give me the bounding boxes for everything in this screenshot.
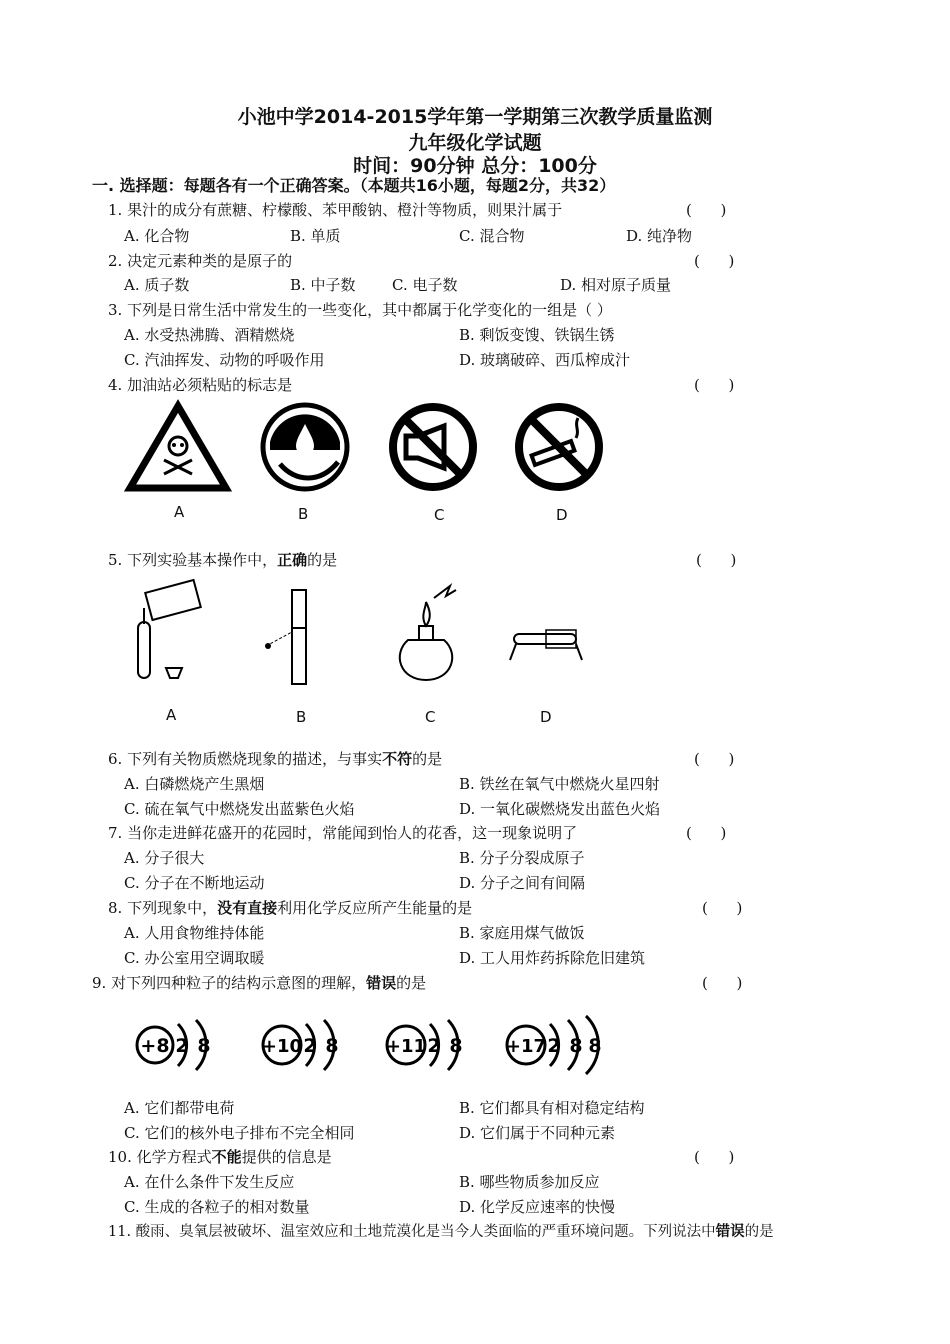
poison-warning-sign-icon	[126, 402, 230, 492]
q5-answer-blank: ( )	[696, 551, 737, 569]
q3-option-a: A. 水受热沸腾、酒精燃烧	[124, 326, 295, 344]
q4-label-a: A	[174, 503, 185, 521]
particle-1-nucleus: +8	[140, 1035, 170, 1057]
particle-diagram-4-icon	[500, 1010, 620, 1080]
q3-option-d: D. 玻璃破碎、西瓜榨成汁	[459, 351, 631, 369]
q1-option-a: A. 化合物	[124, 227, 190, 245]
q6-option-b: B. 铁丝在氧气中燃烧火星四射	[459, 775, 660, 793]
q11-stem: 11. 酸雨、臭氧层被破坏、温室效应和土地荒漠化是当今人类面临的严重环境问题。下列说法中错误的是	[108, 1223, 774, 1240]
q2-option-c: C. 电子数	[392, 276, 458, 294]
q7-stem: 7. 当你走进鲜花盛开的花园时，常能闻到怡人的花香，这一现象说明了	[108, 824, 578, 842]
q8-option-a: A. 人用食物维持体能	[124, 924, 265, 942]
exam-subtitle: 九年级化学试题	[408, 132, 542, 154]
q10-option-a: A. 在什么条件下发生反应	[124, 1173, 295, 1191]
q7-answer-blank: ( )	[686, 824, 727, 842]
section-1-title: 一. 选择题：每题各有一个正确答案。（本题共16小题，每题2分，共32）	[92, 176, 616, 195]
q8-stem: 8. 下列现象中，没有直接利用化学反应所产生能量的是	[108, 899, 473, 917]
q10-stem: 10. 化学方程式不能提供的信息是	[108, 1148, 332, 1166]
particle-diagram-1-icon	[130, 1010, 230, 1080]
q10-answer-blank: ( )	[694, 1148, 735, 1166]
q7-option-c: C. 分子在不断地运动	[124, 874, 265, 892]
q1-answer-blank: ( )	[686, 201, 727, 219]
q9-option-c: C. 它们的核外电子排布不完全相同	[124, 1124, 355, 1142]
particle-4-nucleus: +17	[505, 1036, 547, 1057]
corrosive-sign-icon	[260, 402, 350, 492]
exam-title: 小池中学2014-2015学年第一学期第三次教学质量监测	[237, 106, 713, 128]
particle-4-shell-2: 8	[569, 1035, 583, 1057]
particle-1-shell-2: 8	[197, 1035, 211, 1057]
no-smoking-sign-icon	[514, 402, 604, 492]
q2-option-d: D. 相对原子质量	[560, 276, 672, 294]
q9-answer-blank: ( )	[702, 974, 743, 992]
q9-option-b: B. 它们都具有相对稳定结构	[459, 1099, 645, 1117]
q6-option-c: C. 硫在氧气中燃烧发出蓝紫色火焰	[124, 800, 355, 818]
q8-option-c: C. 办公室用空调取暖	[124, 949, 265, 967]
q2-answer-blank: ( )	[694, 252, 735, 270]
q5-label-b: B	[296, 708, 307, 726]
q1-option-c: C. 混合物	[459, 227, 525, 245]
q5-label-a: A	[166, 706, 177, 724]
q7-option-b: B. 分子分裂成原子	[459, 849, 585, 867]
q9-option-a: A. 它们都带电荷	[124, 1099, 235, 1117]
q4-label-d: D	[556, 506, 568, 524]
alcohol-lamp-lighting-icon	[386, 580, 466, 684]
q2-option-b: B. 中子数	[290, 276, 356, 294]
q9-stem: 9. 对下列四种粒子的结构示意图的理解，错误的是	[92, 974, 427, 992]
particle-2-nucleus: +10	[261, 1036, 303, 1057]
particle-3-nucleus: +11	[385, 1036, 427, 1057]
q4-label-b: B	[298, 505, 309, 523]
graduated-cylinder-icon	[262, 588, 322, 688]
q6-option-d: D. 一氧化碳燃烧发出蓝色火焰	[459, 800, 661, 818]
q4-label-c: C	[434, 506, 445, 524]
pouring-liquid-test-tube-icon	[130, 578, 210, 688]
q6-answer-blank: ( )	[694, 750, 735, 768]
q8-answer-blank: ( )	[702, 899, 743, 917]
q5-label-d: D	[540, 708, 552, 726]
exam-time-info: 时间：90分钟 总分：100分	[353, 155, 597, 177]
particle-4-shell-3: 8	[588, 1035, 602, 1057]
particle-diagram-2-icon	[256, 1010, 356, 1080]
q6-stem: 6. 下列有关物质燃烧现象的描述，与事实不符的是	[108, 750, 443, 768]
q10-option-d: D. 化学反应速率的快慢	[459, 1198, 616, 1216]
q5-stem: 5. 下列实验基本操作中，正确的是	[108, 551, 338, 569]
q10-option-c: C. 生成的各粒子的相对数量	[124, 1198, 310, 1216]
q1-stem: 1. 果汁的成分有蔗糖、柠檬酸、苯甲酸钠、橙汁等物质，则果汁属于	[108, 201, 563, 219]
particle-2-shell-2: 8	[325, 1035, 339, 1057]
q9-option-d: D. 它们属于不同种元素	[459, 1124, 616, 1142]
q2-stem: 2. 决定元素种类的是原子的	[108, 252, 293, 270]
particle-2-shell-1: 2	[303, 1035, 317, 1057]
particle-3-shell-1: 2	[427, 1035, 441, 1057]
q4-answer-blank: ( )	[694, 376, 735, 394]
q8-option-d: D. 工人用炸药拆除危旧建筑	[459, 949, 646, 967]
particle-diagram-3-icon	[380, 1010, 480, 1080]
q1-option-b: B. 单质	[290, 227, 341, 245]
q5-label-c: C	[425, 708, 436, 726]
no-horn-sign-icon	[388, 402, 478, 492]
q3-option-b: B. 剩饭变馊、铁锅生锈	[459, 326, 615, 344]
q10-option-b: B. 哪些物质参加反应	[459, 1173, 600, 1191]
q8-option-b: B. 家庭用煤气做饭	[459, 924, 585, 942]
q4-stem: 4. 加油站必须粘贴的标志是	[108, 376, 293, 394]
q7-option-a: A. 分子很大	[124, 849, 205, 867]
q7-option-d: D. 分子之间有间隔	[459, 874, 586, 892]
q6-option-a: A. 白磷燃烧产生黑烟	[124, 775, 265, 793]
particle-1-shell-1: 2	[175, 1035, 189, 1057]
particle-3-shell-2: 8	[449, 1035, 463, 1057]
q2-option-a: A. 质子数	[124, 276, 190, 294]
heating-test-tube-icon	[506, 620, 586, 666]
q3-stem: 3. 下列是日常生活中常发生的一些变化，其中都属于化学变化的一组是（ ）	[108, 301, 612, 319]
particle-4-shell-1: 2	[547, 1035, 561, 1057]
q3-option-c: C. 汽油挥发、动物的呼吸作用	[124, 351, 325, 369]
q1-option-d: D. 纯净物	[626, 227, 693, 245]
